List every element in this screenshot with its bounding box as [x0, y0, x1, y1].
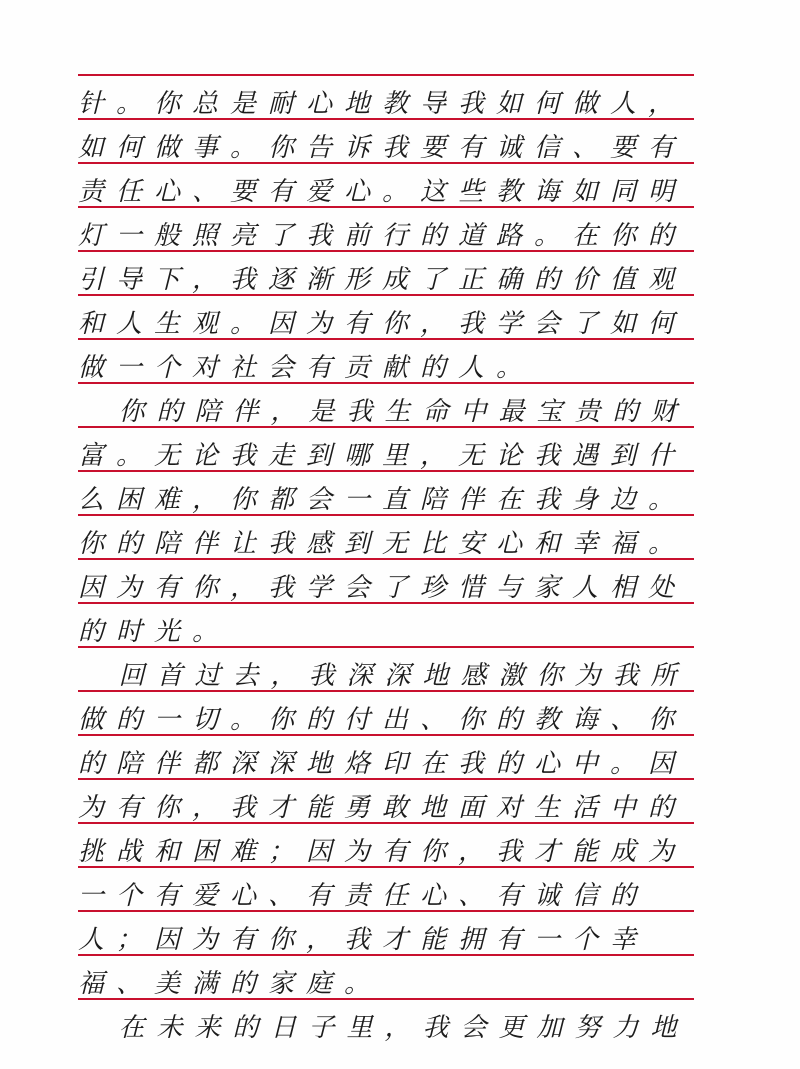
text-line: 的时光。 — [78, 617, 231, 647]
text-line: 做的一切。你的付出、你的教诲、你 — [78, 705, 687, 735]
text-line: 为有你，我才能勇敢地面对生活中的 — [78, 793, 687, 823]
text-line: 富。无论我走到哪里，无论我遇到什 — [78, 441, 687, 471]
text-line: 人；因为有你，我才能拥有一个幸 — [78, 925, 649, 955]
text-line: 回首过去，我深深地感激你为我所 — [78, 661, 689, 691]
text-line: 和人生观。因为有你，我学会了如何 — [78, 309, 687, 339]
text-line: 针。你总是耐心地教导我如何做人， — [78, 89, 687, 119]
text-line: 在未来的日子里，我会更加努力地 — [78, 1013, 689, 1043]
text-line: 如何做事。你告诉我要有诚信、要有 — [78, 133, 687, 163]
text-line: 的陪伴都深深地烙印在我的心中。因 — [78, 749, 687, 779]
text-line: 因为有你，我学会了珍惜与家人相处 — [78, 573, 687, 603]
text-line: 你的陪伴，是我生命中最宝贵的财 — [78, 397, 689, 427]
text-line: 灯一般照亮了我前行的道路。在你的 — [78, 221, 687, 251]
text-line: 福、美满的家庭。 — [78, 969, 383, 999]
rule-line — [78, 74, 694, 76]
text-line: 一个有爱心、有责任心、有诚信的 — [78, 881, 649, 911]
text-line: 引导下，我逐渐形成了正确的价值观 — [78, 265, 687, 295]
text-line: 责任心、要有爱心。这些教诲如同明 — [78, 177, 687, 207]
text-line: 么困难，你都会一直陪伴在我身边。 — [78, 485, 687, 515]
text-line: 做一个对社会有贡献的人。 — [78, 353, 535, 383]
text-line: 你的陪伴让我感到无比安心和幸福。 — [78, 529, 687, 559]
text-line: 挑战和困难；因为有你，我才能成为 — [78, 837, 687, 867]
